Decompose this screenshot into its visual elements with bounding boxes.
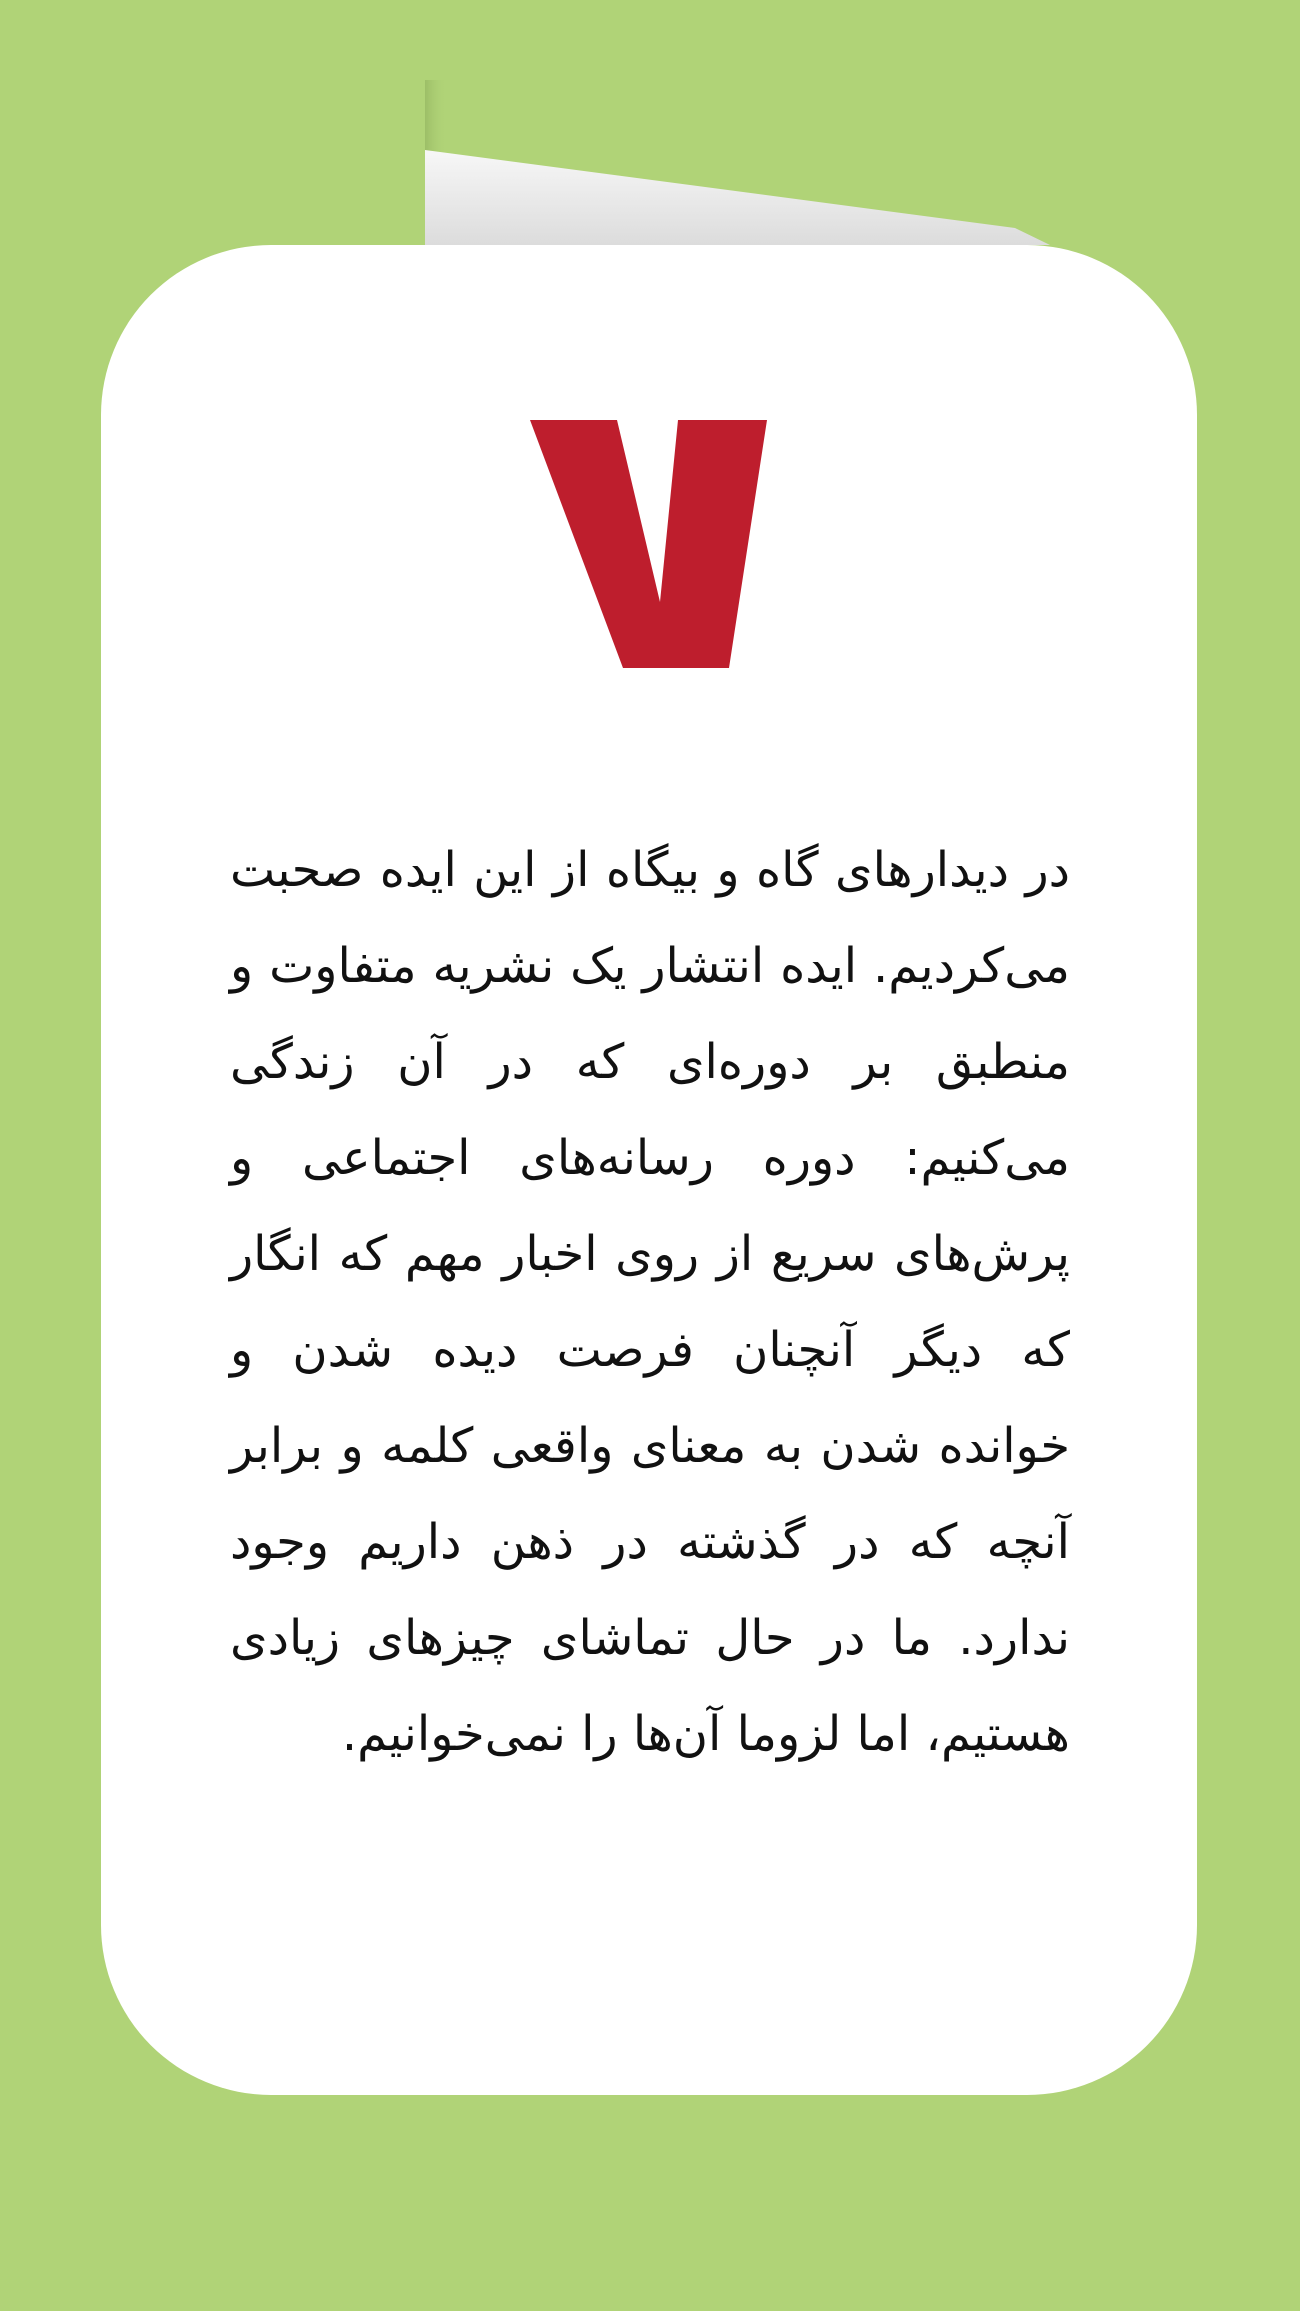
folded-paper-tab [425, 80, 1065, 245]
article-paragraph: در دیدارهای گاه و بیگاه از این ایده صحبت می‌کردیم. ایده انتشار یک نشریه متفاوت و منطبق بر دوره‌ای که در آن زندگی می‌کنیم: دوره رسانه‌های اجتماعی و پرش‌های سریع از روی اخبار مهم که انگار که دیگر آنچنان فرصت دیده شدن و خوانده شدن به معنای واقعی کلمه و برابر آنچه که در گذشته در ذهن داریم وجود ندارد. ما در حال تماشای چیزهای زیادی هستیم، اما لزوما آن‌ها را نمی‌خوانیم. [230, 842, 1070, 1762]
number-seven-logo [530, 420, 770, 668]
